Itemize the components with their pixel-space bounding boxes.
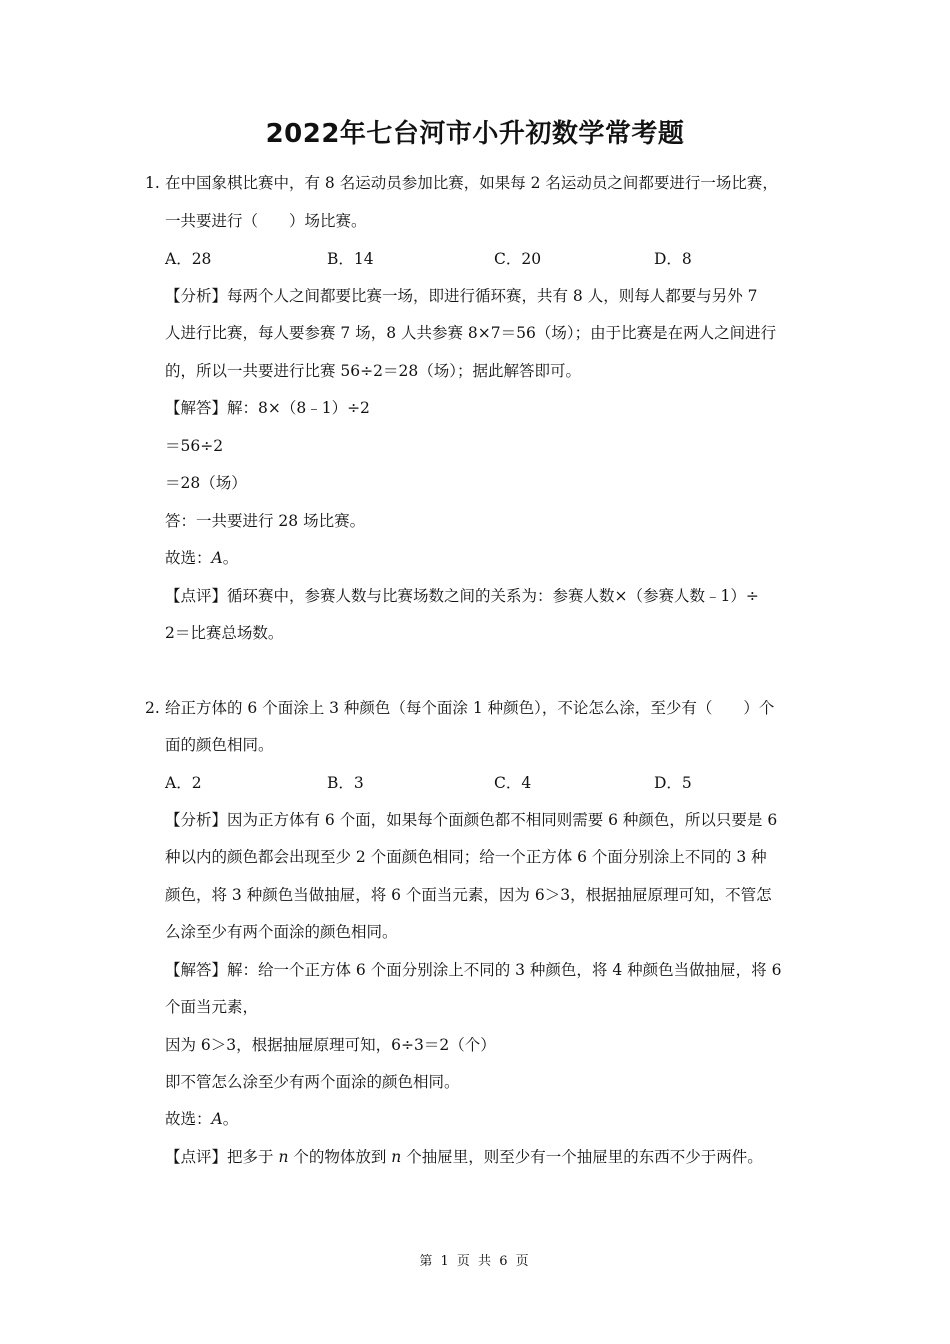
question-1-stem-line-2: 一共要进行（ ）场比赛。 bbox=[165, 212, 367, 230]
choice-prefix: 故选： bbox=[165, 1110, 212, 1128]
question-2-answer-line-1: 【解答】解：给一个正方体 6 个面分别涂上不同的 3 种颜色，将 4 种颜色当做抽屉，将 6 bbox=[165, 961, 782, 979]
choice-suffix: 。 bbox=[222, 1110, 239, 1128]
choice-letter: A bbox=[211, 1110, 223, 1128]
question-2-comment bbox=[165, 1147, 763, 1167]
question-2-answer-line-3: 因为 6＞3，根据抽屉原理可知，6÷3＝2（个） bbox=[165, 1036, 496, 1054]
question-1-option-d: D．8 bbox=[654, 250, 692, 268]
question-2-option-c: C．4 bbox=[494, 774, 532, 792]
question-1-option-b: B．14 bbox=[327, 250, 374, 268]
question-1-option-c: C．20 bbox=[494, 250, 542, 268]
question-1-comment-line-2: 2＝比赛总场数。 bbox=[165, 624, 284, 642]
question-1-answer-line-4: 答：一共要进行 28 场比赛。 bbox=[165, 512, 366, 530]
choice-suffix: 。 bbox=[222, 549, 239, 567]
question-2-stem-line-2: 面的颜色相同。 bbox=[165, 736, 274, 754]
comment-part-a: 【点评】把多于 bbox=[165, 1148, 279, 1166]
page-title: 2022年七台河市小升初数学常考题 bbox=[265, 119, 685, 149]
question-1-answer-line-1: 【解答】解：8×（8﹣1）÷2 bbox=[165, 399, 370, 417]
comment-variable-n: n bbox=[278, 1148, 289, 1166]
question-1-analysis-line-2: 人进行比赛，每人要参赛 7 场，8 人共参赛 8×7＝56（场）；由于比赛是在两人之间进行 bbox=[165, 324, 777, 342]
question-2-choice bbox=[165, 1109, 238, 1129]
question-1-choice bbox=[165, 548, 238, 568]
comment-variable-n: n bbox=[391, 1148, 402, 1166]
choice-letter: A bbox=[211, 549, 223, 567]
question-1-answer-line-3: ＝28（场） bbox=[165, 474, 247, 492]
question-2-option-a: A．2 bbox=[165, 774, 202, 792]
comment-part-b: 个的物体放到 bbox=[288, 1148, 392, 1166]
question-2-answer-line-4: 即不管怎么涂至少有两个面涂的颜色相同。 bbox=[165, 1073, 460, 1091]
question-2-option-d: D．5 bbox=[654, 774, 692, 792]
question-1-analysis-line-1: 【分析】每两个人之间都要比赛一场，即进行循环赛，共有 8 人，则每人都要与另外 7 bbox=[165, 287, 758, 305]
question-1-number: 1. bbox=[145, 174, 160, 192]
question-1-answer-line-2: ＝56÷2 bbox=[165, 437, 224, 455]
question-2-number: 2. bbox=[145, 699, 160, 717]
question-1-comment-line-1: 【点评】循环赛中，参赛人数与比赛场数之间的关系为：参赛人数×（参赛人数﹣1）÷ bbox=[165, 587, 759, 605]
question-2-stem-line-1: 给正方体的 6 个面涂上 3 种颜色（每个面涂 1 种颜色），不论怎么涂，至少有（ ）个 bbox=[165, 699, 775, 717]
question-2-analysis-line-2: 种以内的颜色都会出现至少 2 个面颜色相同；给一个正方体 6 个面分别涂上不同的 3 种 bbox=[165, 848, 767, 866]
page-footer: 第 1 页 共 6 页 bbox=[419, 1254, 531, 1269]
question-1-option-a: A．28 bbox=[165, 250, 212, 268]
question-2-analysis-line-4: 么涂至少有两个面涂的颜色相同。 bbox=[165, 923, 398, 941]
question-1-stem-line-1: 在中国象棋比赛中，有 8 名运动员参加比赛，如果每 2 名运动员之间都要进行一场比赛， bbox=[165, 174, 778, 192]
question-1-analysis-line-3: 的，所以一共要进行比赛 56÷2＝28（场）；据此解答即可。 bbox=[165, 362, 581, 380]
question-2-analysis-line-3: 颜色，将 3 种颜色当做抽屉，将 6 个面当元素，因为 6＞3，根据抽屉原理可知，不管怎 bbox=[165, 886, 772, 904]
comment-part-c: 个抽屉里，则至少有一个抽屉里的东西不少于两件。 bbox=[401, 1148, 763, 1166]
question-2-analysis-line-1: 【分析】因为正方体有 6 个面，如果每个面颜色都不相同则需要 6 种颜色，所以只要是 6 bbox=[165, 811, 778, 829]
question-2-answer-line-2: 个面当元素， bbox=[165, 998, 259, 1016]
choice-prefix: 故选： bbox=[165, 549, 212, 567]
question-2-option-b: B．3 bbox=[327, 774, 364, 792]
